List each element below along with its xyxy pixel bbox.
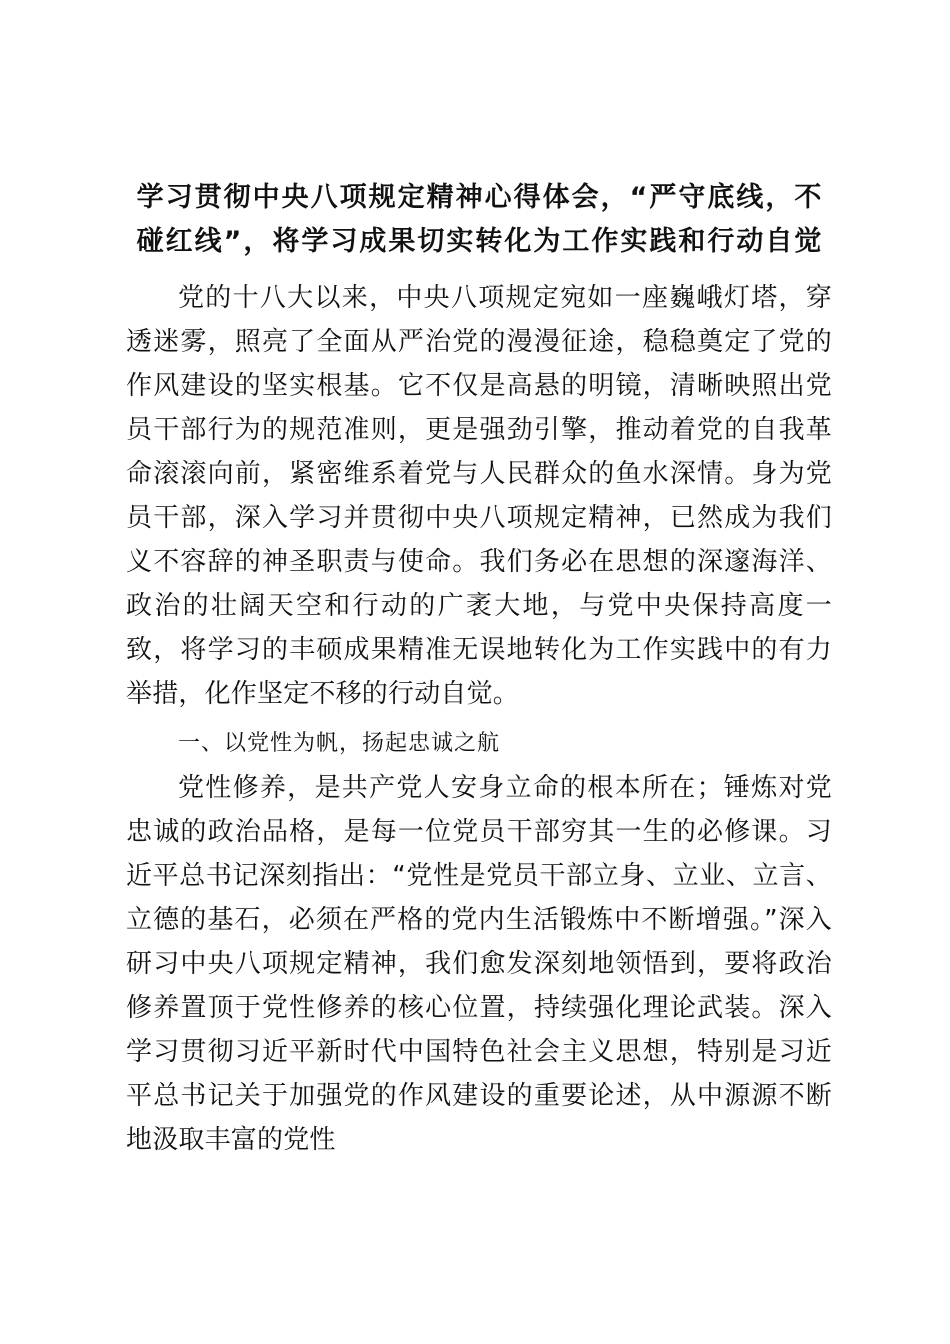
document-title: [120, 176, 840, 264]
section-heading-1: 一、以党性为帆，扬起忠诚之航: [178, 731, 501, 756]
title-line-2: 碰红线”，将学习成果切实转化为工作实践和行动自觉: [136, 226, 824, 257]
document-body: [126, 276, 832, 1162]
section-1-paragraph: 党性修养，是共产党人安身立命的根本所在；锤炼对党忠诚的政治品格，是每一位党员干部穷其一生的必修课。习近平总书记深刻指出：“党性是党员干部立身、立业、立言、立德的基石，必须在严格的党内生活锻炼中不断增强。”深入研习中央八项规定精神，我们愈发深刻地领悟到，要将政治修养置顶于党性修养的核心位置，持续强化理论武装。深入学习贯彻习近平新时代中国特色社会主义思想，特别是习近平总书记关于加强党的作风建设的重要论述，从中源源不断地汲取丰富的党性: [126, 773, 832, 1155]
intro-paragraph: 党的十八大以来，中央八项规定宛如一座巍峨灯塔，穿透迷雾，照亮了全面从严治党的漫漫征途，稳稳奠定了党的作风建设的坚实根基。它不仅是高悬的明镜，清晰映照出党员干部行为的规范准则，更是强劲引擎，推动着党的自我革命滚滚向前，紧密维系着党与人民群众的鱼水深情。身为党员干部，深入学习并贯彻中央八项规定精神，已然成为我们义不容辞的神圣职责与使命。我们务必在思想的深邃海洋、政治的壮阔天空和行动的广袤大地，与党中央保持高度一致，将学习的丰硕成果精准无误地转化为工作实践中的有力举措，化作坚定不移的行动自觉。: [126, 283, 832, 709]
title-line-1: 学习贯彻中央八项规定精神心得体会，“严守底线，不: [136, 182, 824, 213]
